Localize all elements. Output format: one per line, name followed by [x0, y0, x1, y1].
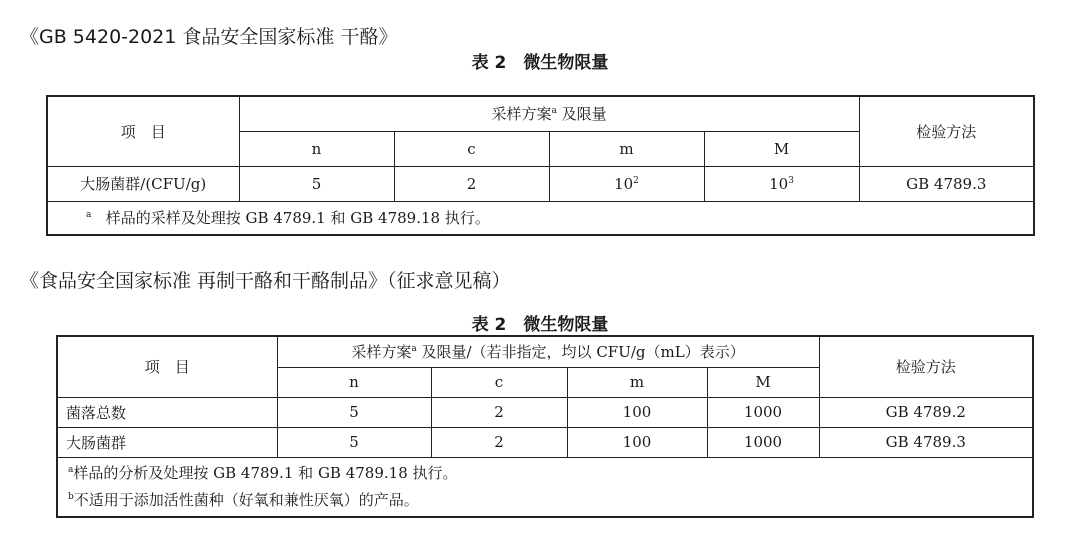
table2-header-sampling	[277, 336, 819, 367]
table-row	[57, 397, 1033, 427]
table2-sub-M: M	[707, 367, 819, 397]
table2-row-m: 100	[567, 427, 707, 457]
heading-gb5420: 《GB 5420-2021 食品安全国家标准 干酪》	[20, 26, 398, 48]
table2-sub-c: c	[431, 367, 567, 397]
footnote-b	[68, 487, 1032, 514]
table1-row-n: 5	[239, 166, 394, 201]
table1-sampling-suffix: 及限量	[556, 105, 607, 124]
table1-header-method: 检验方法	[859, 96, 1034, 166]
footnote-marker-a: a	[411, 344, 417, 355]
table2-footnotes	[57, 457, 1033, 517]
footnote-marker-a: a	[551, 106, 557, 117]
footnote-marker-b: b	[68, 491, 74, 502]
table1-sub-m: m	[549, 131, 704, 166]
table1-row-m	[549, 166, 704, 201]
table1-header-sampling	[239, 96, 859, 131]
table1-caption: 表 2 微生物限量	[471, 53, 609, 73]
table1-sub-M: M	[704, 131, 859, 166]
table2-sub-m: m	[567, 367, 707, 397]
table2-row-n: 5	[277, 427, 431, 457]
table2-row-method: GB 4789.2	[819, 397, 1033, 427]
M-exponent: 3	[788, 175, 794, 186]
table2-sampling-label: 采样方案	[351, 343, 412, 362]
table2-row-item: 菌落总数	[57, 397, 277, 427]
table2-sampling-suffix: 及限量/（若非指定，均以 CFU/g（mL）表示）	[416, 343, 745, 362]
table-row	[47, 166, 1034, 201]
table2-row-method: GB 4789.3	[819, 427, 1033, 457]
table2-header-item: 项 目	[57, 336, 277, 397]
table2-row-item: 大肠菌群	[57, 427, 277, 457]
table2-row-c: 2	[431, 397, 567, 427]
table2-microbial-limits	[56, 335, 1034, 518]
table2-row-c: 2	[431, 427, 567, 457]
table1-sub-n: n	[239, 131, 394, 166]
table2-header-method: 检验方法	[819, 336, 1033, 397]
m-base: 10	[614, 174, 634, 193]
table1-row-M	[704, 166, 859, 201]
table2-row-M: 1000	[707, 397, 819, 427]
table1-row-method: GB 4789.3	[859, 166, 1034, 201]
table1-sub-c: c	[394, 131, 549, 166]
heading-draft-standard: 《食品安全国家标准 再制干酪和干酪制品》（征求意见稿）	[20, 270, 511, 292]
table1-footnote	[47, 201, 1034, 235]
table1-header-item: 项 目	[47, 96, 239, 166]
table2-row-n: 5	[277, 397, 431, 427]
table1-microbial-limits	[46, 95, 1035, 236]
table1-sampling-label: 采样方案	[491, 105, 552, 124]
footnote-text: 样品的采样及处理按 GB 4789.1 和 GB 4789.18 执行。	[105, 209, 490, 228]
table2-caption: 表 2 微生物限量	[471, 315, 609, 335]
table1-row-c: 2	[394, 166, 549, 201]
footnote-marker-a: a	[68, 464, 74, 475]
table1-row-item: 大肠菌群/(CFU/g)	[47, 166, 239, 201]
table2-row-m: 100	[567, 397, 707, 427]
M-base: 10	[769, 174, 789, 193]
table2-row-M: 1000	[707, 427, 819, 457]
footnote-text: 不适用于添加活性菌种（好氧和兼性厌氧）的产品。	[73, 490, 419, 509]
table-row	[57, 427, 1033, 457]
footnote-text: 样品的分析及处理按 GB 4789.1 和 GB 4789.18 执行。	[73, 463, 458, 482]
m-exponent: 2	[633, 175, 639, 186]
footnote-a	[68, 460, 1032, 487]
footnote-marker-a: a	[86, 210, 92, 221]
table2-sub-n: n	[277, 367, 431, 397]
